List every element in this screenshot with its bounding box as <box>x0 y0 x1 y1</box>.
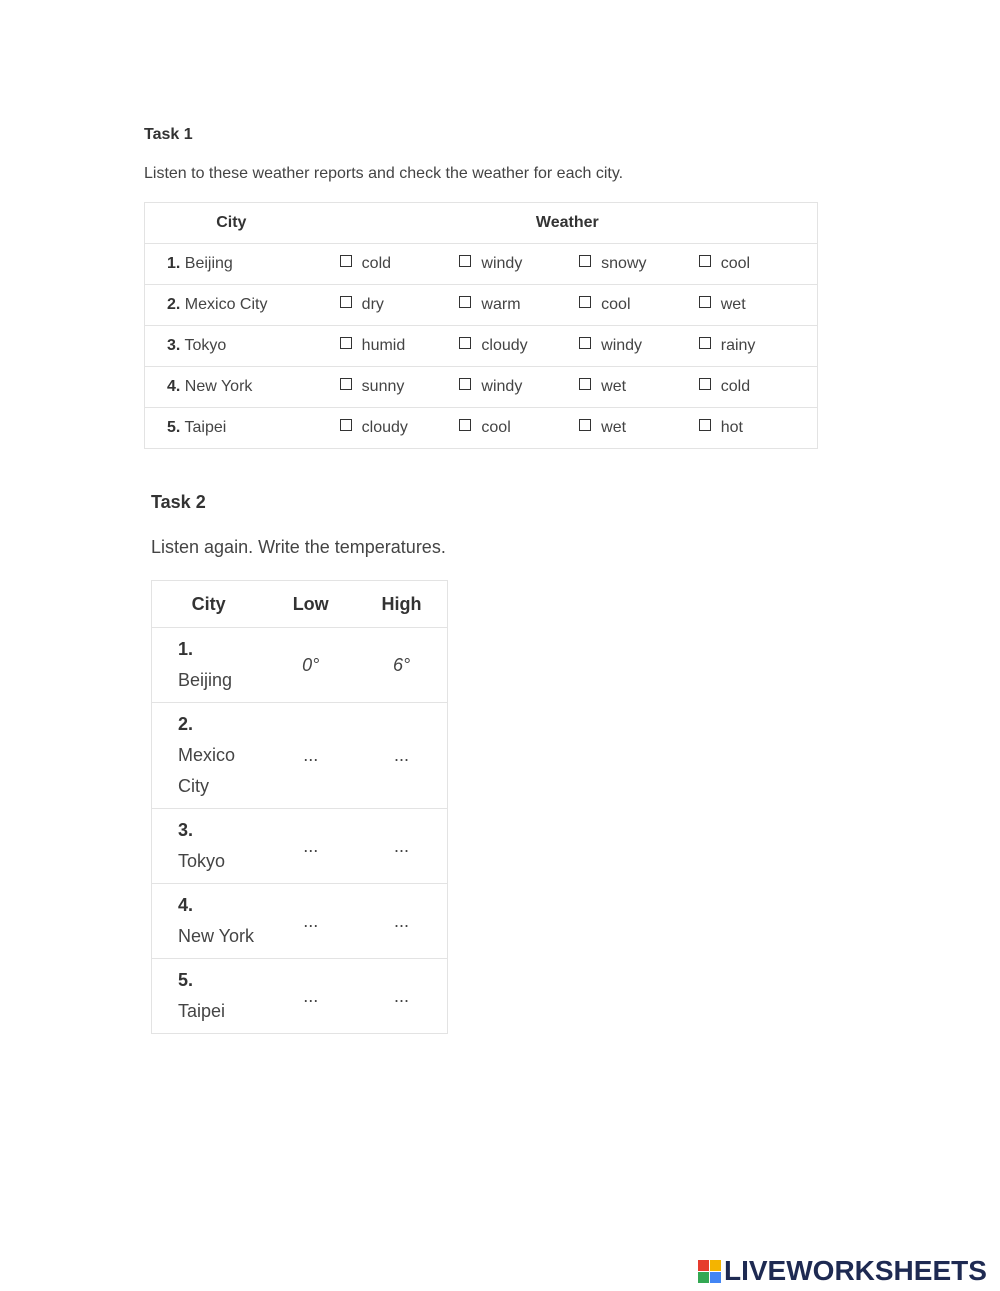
city-column-header: City <box>216 214 247 231</box>
temperature-row <box>152 809 448 884</box>
row-number: 5. <box>178 970 194 990</box>
weather-option-label: cloudy <box>361 419 408 436</box>
checkbox-icon[interactable] <box>699 419 711 431</box>
checkbox-icon[interactable] <box>459 337 471 349</box>
city-name: New York <box>178 926 255 946</box>
row-number: 2. <box>178 714 194 734</box>
checkbox-icon[interactable] <box>699 337 711 349</box>
weather-option-label: windy <box>481 378 523 395</box>
weather-option[interactable] <box>459 326 579 367</box>
weather-option-label: wet <box>601 378 627 395</box>
temperature-row <box>152 959 448 1034</box>
temperature-row <box>152 884 448 959</box>
weather-option[interactable] <box>459 244 579 285</box>
weather-option-label: sunny <box>361 378 405 395</box>
row-number: 5. <box>167 419 181 436</box>
checkbox-icon[interactable] <box>459 419 471 431</box>
checkbox-icon[interactable] <box>579 419 591 431</box>
weather-option-label: windy <box>481 255 523 272</box>
weather-option[interactable] <box>318 285 460 326</box>
task1-title: Task 1 <box>144 126 193 143</box>
low-temperature-field[interactable]: ... <box>265 959 356 1034</box>
weather-row <box>145 367 818 408</box>
task1-instruction: Listen to these weather reports and check the weather for each city. <box>144 165 624 182</box>
row-number: 1. <box>167 255 181 272</box>
logo-mark-icon <box>698 1260 721 1283</box>
high-temperature-field[interactable]: ... <box>356 703 447 809</box>
weather-option-label: cool <box>601 296 631 313</box>
checkbox-icon[interactable] <box>340 378 352 390</box>
low-temperature-field[interactable]: ... <box>265 703 356 809</box>
city-cell <box>152 628 266 703</box>
weather-option[interactable] <box>699 408 818 449</box>
row-number: 2. <box>167 296 181 313</box>
temperature-table <box>151 580 448 1034</box>
logo-square <box>698 1260 709 1271</box>
weather-option[interactable] <box>459 367 579 408</box>
row-number: 3. <box>167 337 181 354</box>
weather-row <box>145 326 818 367</box>
city-name: Taipei <box>184 419 227 436</box>
city-column-header: City <box>191 593 226 614</box>
weather-option[interactable] <box>699 285 818 326</box>
checkbox-icon[interactable] <box>579 378 591 390</box>
weather-option-label: cold <box>361 255 392 272</box>
row-number: 3. <box>178 820 194 840</box>
checkbox-icon[interactable] <box>340 419 352 431</box>
row-number: 4. <box>178 895 194 915</box>
weather-option[interactable] <box>318 244 460 285</box>
city-name: Taipei <box>178 1001 226 1021</box>
weather-option-label: cool <box>481 419 511 436</box>
city-cell <box>145 367 318 408</box>
weather-option[interactable] <box>699 244 818 285</box>
weather-option[interactable] <box>579 244 699 285</box>
weather-option-label: dry <box>361 296 384 313</box>
temperature-row <box>152 703 448 809</box>
high-temperature-field[interactable]: ... <box>356 809 447 884</box>
weather-option[interactable] <box>699 326 818 367</box>
weather-option[interactable] <box>459 408 579 449</box>
checkbox-icon[interactable] <box>459 378 471 390</box>
temperature-row <box>152 628 448 703</box>
checkbox-icon[interactable] <box>699 296 711 308</box>
city-name: Mexico City <box>178 745 236 796</box>
city-cell <box>152 959 266 1034</box>
weather-option-label: cool <box>720 255 751 272</box>
weather-table <box>144 202 818 449</box>
low-temperature-field[interactable]: ... <box>265 809 356 884</box>
weather-option-label: warm <box>481 296 521 313</box>
weather-option-label: wet <box>720 296 746 313</box>
weather-column-header: Weather <box>535 214 599 231</box>
weather-option-label: cold <box>720 378 751 395</box>
checkbox-icon[interactable] <box>579 337 591 349</box>
high-temperature-field[interactable]: ... <box>356 884 447 959</box>
checkbox-icon[interactable] <box>579 255 591 267</box>
weather-option-label: rainy <box>720 337 756 354</box>
row-number: 4. <box>167 378 181 395</box>
high-temperature-field[interactable]: 6° <box>356 628 447 703</box>
weather-option-label: windy <box>601 337 643 354</box>
checkbox-icon[interactable] <box>579 296 591 308</box>
weather-option-label: snowy <box>601 255 647 272</box>
weather-option[interactable] <box>579 408 699 449</box>
weather-option[interactable] <box>579 285 699 326</box>
task2-instruction: Listen again. Write the temperatures. <box>151 537 446 557</box>
logo-square <box>698 1272 709 1283</box>
weather-row <box>145 285 818 326</box>
city-name: Beijing <box>178 670 233 690</box>
weather-option[interactable] <box>318 408 460 449</box>
weather-option[interactable] <box>318 326 460 367</box>
row-number: 1. <box>178 639 194 659</box>
low-column-header: Low <box>292 593 329 614</box>
weather-option-label: humid <box>361 337 406 354</box>
weather-row <box>145 244 818 285</box>
city-cell <box>145 244 318 285</box>
weather-option[interactable] <box>579 367 699 408</box>
temperature-table-header <box>152 581 448 628</box>
checkbox-icon[interactable] <box>340 296 352 308</box>
low-temperature-field[interactable]: ... <box>265 884 356 959</box>
weather-option[interactable] <box>318 367 460 408</box>
city-name: Tokyo <box>184 337 227 354</box>
task2-title: Task 2 <box>151 492 206 512</box>
weather-option-label: wet <box>601 419 627 436</box>
city-name: Mexico City <box>184 296 268 313</box>
high-column-header: High <box>381 593 422 614</box>
city-cell <box>152 809 266 884</box>
checkbox-icon[interactable] <box>699 378 711 390</box>
checkbox-icon[interactable] <box>699 255 711 267</box>
city-name: Tokyo <box>178 851 226 871</box>
weather-table-header <box>145 203 818 244</box>
city-cell <box>145 285 318 326</box>
checkbox-icon[interactable] <box>340 255 352 267</box>
weather-option-label: hot <box>720 419 743 436</box>
weather-option[interactable] <box>459 285 579 326</box>
weather-option[interactable] <box>699 367 818 408</box>
logo-text: LIVEWORKSHEETS <box>724 1255 987 1286</box>
city-cell <box>145 408 318 449</box>
logo-square <box>710 1272 721 1283</box>
city-name: New York <box>184 378 253 395</box>
weather-row <box>145 408 818 449</box>
city-cell <box>145 326 318 367</box>
logo-square <box>710 1260 721 1271</box>
high-temperature-field[interactable]: ... <box>356 959 447 1034</box>
weather-option[interactable] <box>579 326 699 367</box>
city-cell <box>152 884 266 959</box>
checkbox-icon[interactable] <box>459 255 471 267</box>
weather-option-label: cloudy <box>481 337 528 354</box>
low-temperature-field[interactable]: 0° <box>265 628 356 703</box>
liveworksheets-logo <box>698 1256 987 1286</box>
city-cell <box>152 703 266 809</box>
checkbox-icon[interactable] <box>340 337 352 349</box>
checkbox-icon[interactable] <box>459 296 471 308</box>
city-name: Beijing <box>184 255 233 272</box>
